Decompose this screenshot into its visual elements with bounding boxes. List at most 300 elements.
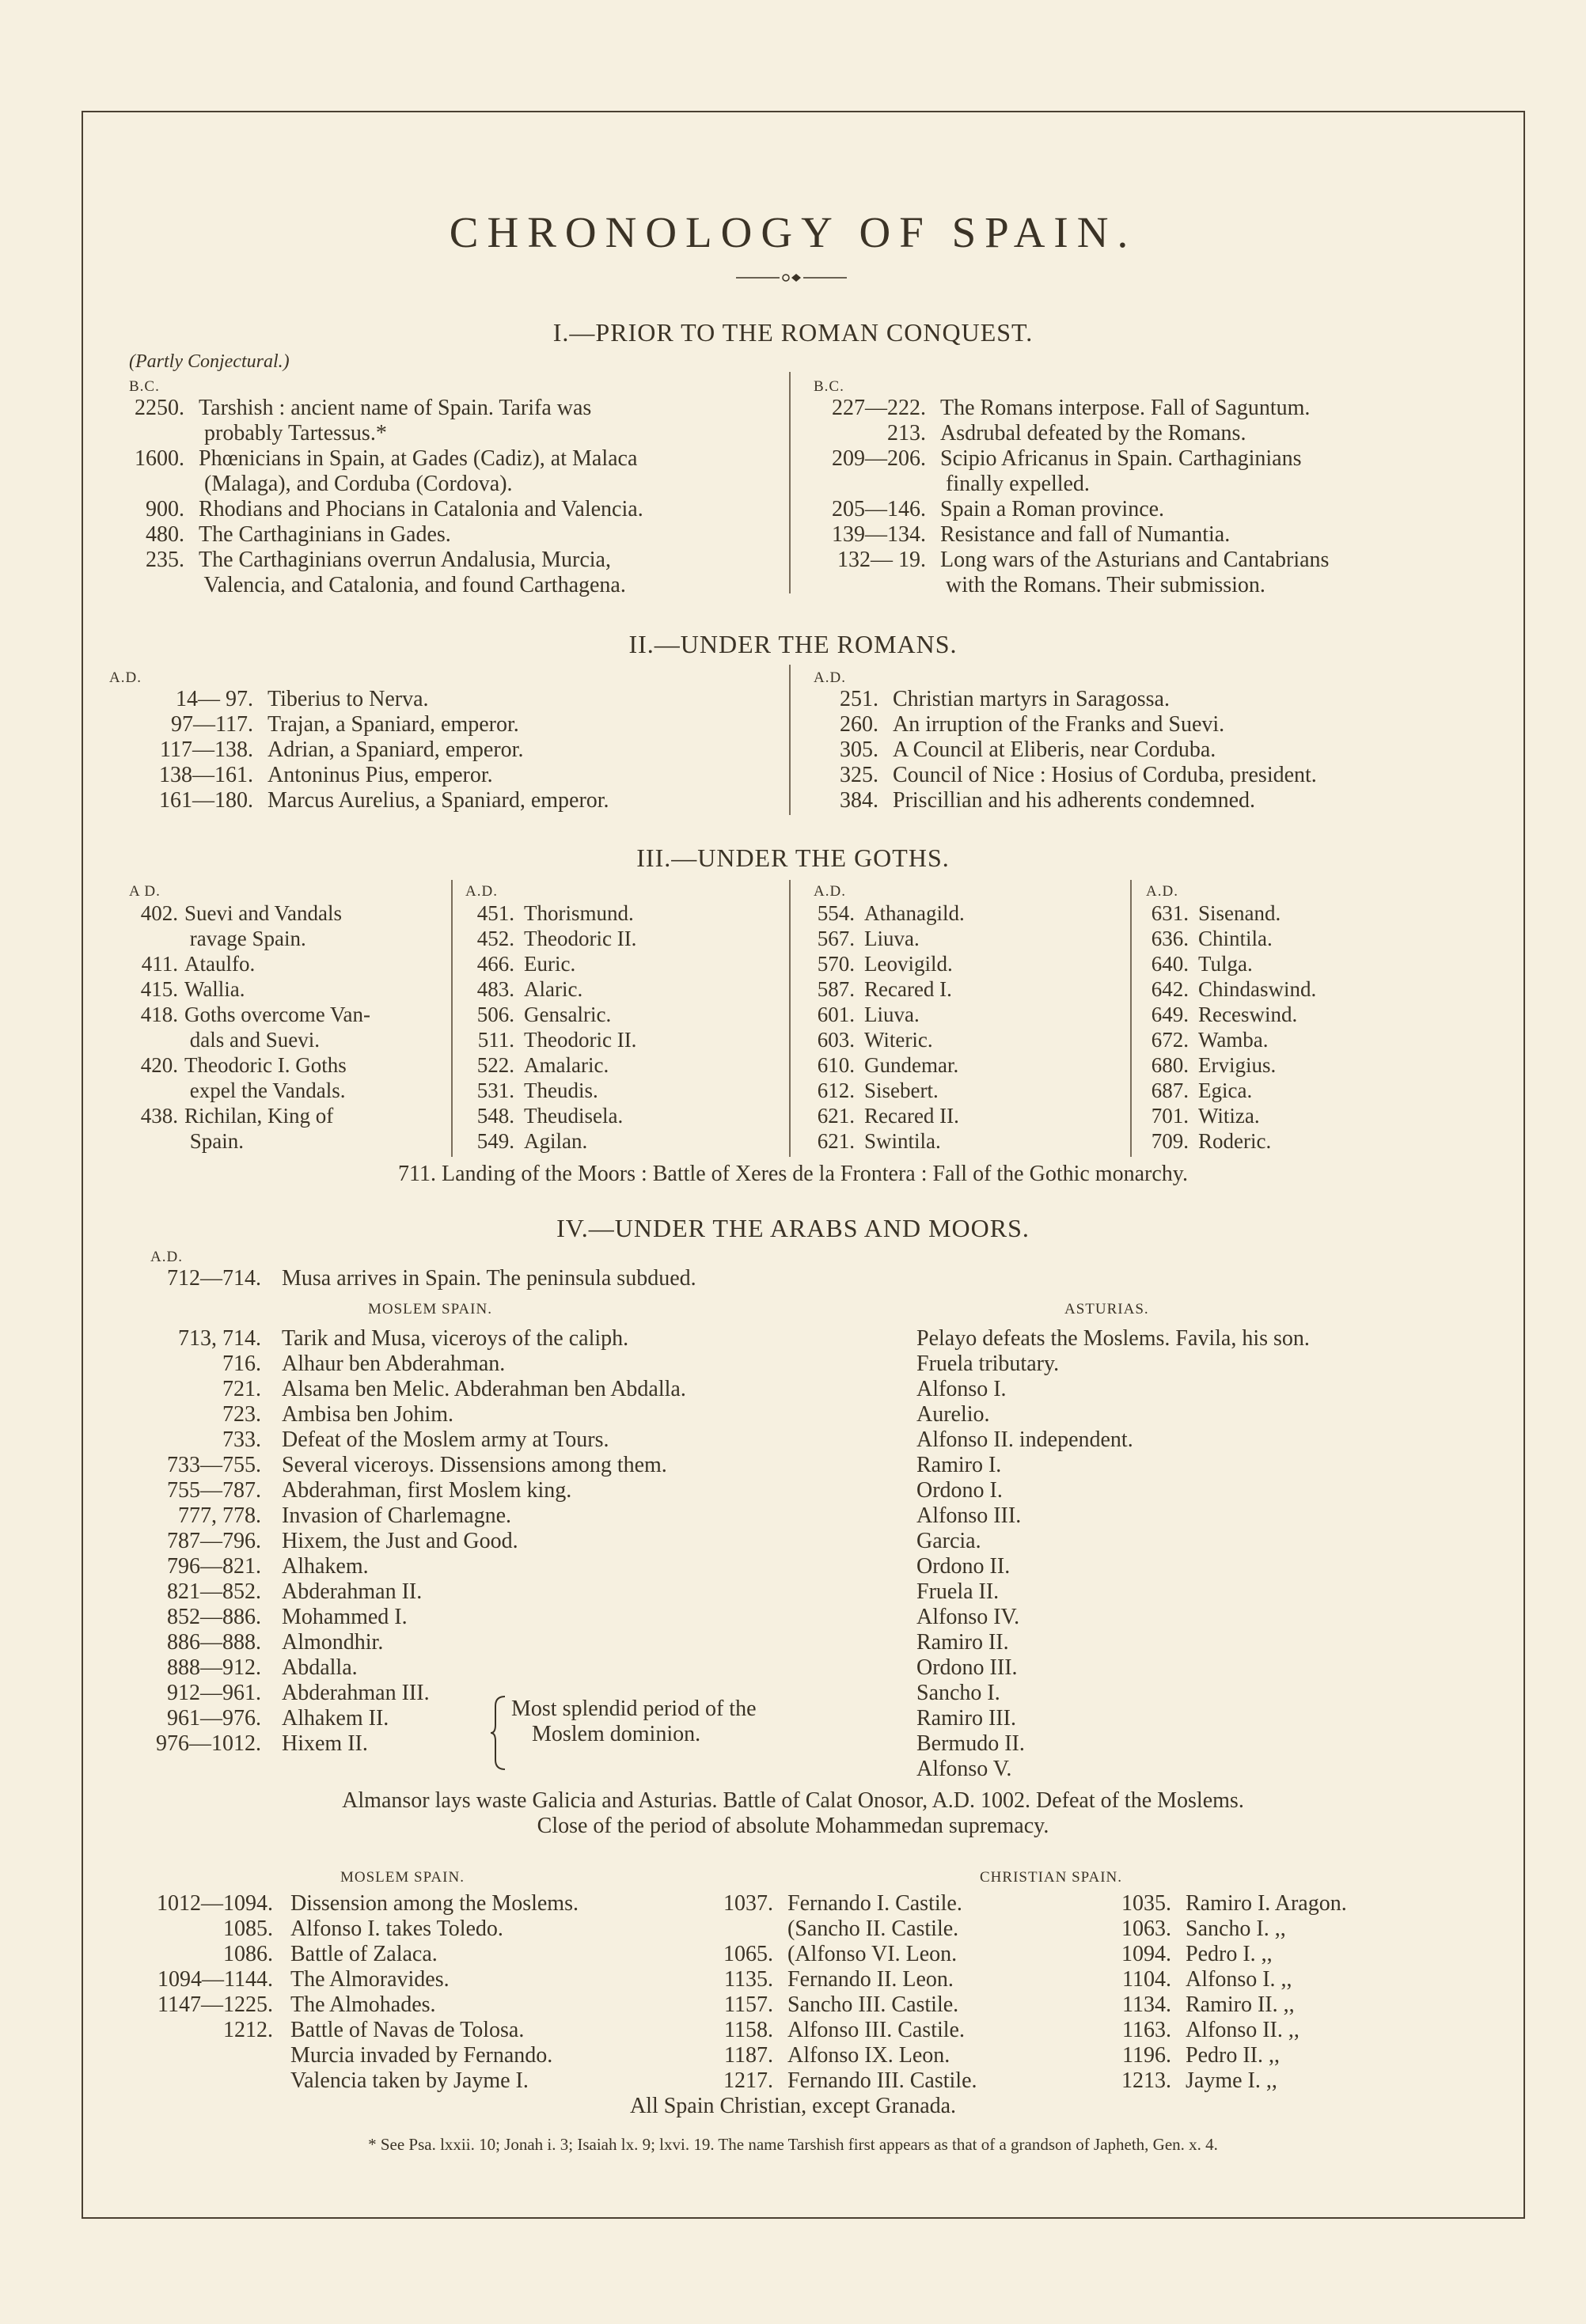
entry-date: 1094—1144. — [157, 1967, 273, 1992]
entry-date: 138—161. — [159, 763, 253, 787]
entry-text: Theudisela. — [524, 1104, 624, 1128]
chronology-entry: Alfonso III. — [916, 1503, 1022, 1528]
entry-text: ravage Spain. — [184, 927, 306, 950]
entry-text: Alfonso III. Castile. — [787, 2018, 965, 2042]
entry-text: Long wars of the Asturians and Cantabrians — [940, 548, 1330, 572]
chronology-entry — [806, 396, 1310, 421]
chronology-entry — [127, 1891, 579, 1916]
entry-date: 1063. — [1121, 1916, 1171, 1941]
entry-date: 466. — [476, 952, 514, 976]
entry-text: Spain a Roman province. — [940, 497, 1165, 521]
chronology-entry — [127, 1967, 450, 1992]
entry-date: 796—821. — [167, 1554, 261, 1579]
chronology-entry — [125, 737, 523, 763]
chronology-entry — [125, 712, 519, 737]
chronology-entry — [806, 472, 1090, 497]
chronology-entry — [806, 548, 1329, 573]
entry-date: 305. — [840, 737, 878, 762]
column-divider — [789, 665, 791, 815]
entry-date: 716. — [222, 1352, 261, 1376]
entry-date: 777, 778. — [178, 1503, 261, 1528]
brace-note-line: Most splendid period of the — [511, 1697, 757, 1721]
column-divider — [1130, 880, 1132, 1157]
entry-text: Trajan, a Spaniard, emperor. — [267, 712, 519, 737]
chronology-entry — [1140, 951, 1253, 976]
entry-date: 132— 19. — [837, 548, 926, 572]
entry-date: 1147—1225. — [157, 1992, 273, 2017]
chronology-entry — [103, 1529, 518, 1554]
entry-date: 511. — [477, 1028, 514, 1052]
chronology-entry: Ramiro II. — [916, 1630, 1009, 1655]
arabs-summary-line: Close of the period of absolute Mohammedan supremacy. — [537, 1814, 1049, 1838]
chronology-entry — [1106, 2043, 1280, 2068]
entry-text: Witeric. — [864, 1028, 933, 1052]
chronology-entry: Alfonso V. — [916, 1757, 1012, 1781]
entry-text: Recared II. — [864, 1104, 959, 1128]
entry-text: Phœnicians in Spain, at Gades (Cadiz), at Malaca — [199, 446, 638, 471]
chronology-entry — [1140, 1078, 1252, 1103]
chronology-entry — [103, 1655, 358, 1681]
chronology-entry — [806, 421, 1246, 446]
entry-text: Liuva. — [864, 1003, 920, 1026]
entry-text: The Carthaginians in Gades. — [199, 522, 451, 547]
entry-date: 415. — [140, 977, 178, 1001]
goths-closing-line: 711. Landing of the Moors : Battle of Xeres de la Frontera : Fall of the Gothic monarchy. — [398, 1162, 1188, 1186]
entry-date: 260. — [840, 712, 878, 737]
entry-date: 531. — [476, 1079, 514, 1102]
entry-date: 251. — [840, 687, 878, 711]
entry-text: Swintila. — [864, 1129, 941, 1153]
entry-text: with the Romans. Their submission. — [940, 573, 1265, 597]
chronology-entry — [708, 1916, 958, 1942]
entry-date: 713, 714. — [178, 1326, 261, 1351]
chronology-entry — [125, 788, 609, 813]
entry-text: Priscillian and his adherents condemned. — [893, 788, 1255, 813]
chronology-entry — [1106, 1942, 1273, 1967]
entry-text: Abderahman, first Moslem king. — [282, 1478, 572, 1503]
chronology-entry: Alfonso I. — [916, 1377, 1007, 1401]
entry-text: Valencia taken by Jayme I. — [290, 2068, 529, 2093]
chronology-entry — [125, 763, 493, 788]
entry-text: Antoninus Pius, emperor. — [267, 763, 493, 787]
chronology-entry — [465, 1078, 598, 1103]
chronology-entry — [129, 497, 643, 522]
chronology-entry: Alfonso IV. — [916, 1605, 1020, 1629]
entry-date: 209—206. — [832, 446, 926, 471]
era-label: A.D. — [814, 669, 846, 686]
entry-date: 402. — [140, 901, 178, 925]
entry-text: Battle of Navas de Tolosa. — [290, 2018, 525, 2042]
chronology-entry — [1140, 976, 1316, 1002]
chronology-entry — [103, 1731, 368, 1757]
chronology-entry — [103, 1554, 369, 1579]
entry-text: Thorismund. — [524, 901, 634, 925]
entry-text: Theodoric II. — [524, 1028, 637, 1052]
chronology-entry — [806, 497, 1164, 522]
entry-text: Gundemar. — [864, 1053, 959, 1077]
chronology-entry — [806, 926, 920, 951]
entry-text: Wallia. — [184, 977, 245, 1001]
entry-text: Euric. — [524, 952, 576, 976]
entry-date: 205—146. — [832, 497, 926, 521]
entry-date: 97—117. — [171, 712, 253, 737]
chronology-entry — [129, 522, 451, 548]
entry-text: Recared I. — [864, 977, 952, 1001]
chronology-entry — [465, 1002, 611, 1027]
entry-text: Alaric. — [524, 977, 583, 1001]
entry-text: (Sancho II. Castile. — [787, 1916, 959, 1941]
entry-date: 384. — [840, 788, 878, 813]
chronology-entry — [708, 2018, 965, 2043]
entry-text: Witiza. — [1198, 1104, 1260, 1128]
entry-text: Marcus Aurelius, a Spaniard, emperor. — [267, 788, 609, 813]
chronology-entry — [129, 1002, 370, 1027]
chronology-entry: Ordono III. — [916, 1655, 1018, 1680]
entry-text: Fernando III. Castile. — [787, 2068, 977, 2093]
chronology-entry — [465, 1103, 623, 1128]
entry-text: Hixem II. — [282, 1731, 368, 1756]
entry-text: The Carthaginians overrun Andalusia, Murcia, — [199, 548, 611, 572]
entry-date: 1158. — [724, 2018, 773, 2042]
entry-text: Christian martyrs in Saragossa. — [893, 687, 1170, 711]
entry-text: Alfonso I. ,, — [1186, 1967, 1292, 1992]
era-label: A.D. — [150, 1249, 183, 1265]
chronology-entry — [806, 1128, 941, 1154]
entry-text: Theudis. — [524, 1079, 598, 1102]
entry-date: 603. — [817, 1028, 855, 1052]
entry-text: finally expelled. — [940, 472, 1090, 496]
section-4-heading: IV.—UNDER THE ARABS AND MOORS. — [556, 1214, 1030, 1242]
entry-date: 506. — [476, 1003, 514, 1026]
entry-date: 821—852. — [167, 1579, 261, 1604]
entry-text: A Council at Eliberis, near Corduba. — [893, 737, 1216, 762]
chronology-entry — [1140, 1027, 1269, 1052]
entry-text: Almondhir. — [282, 1630, 384, 1655]
entry-date: 235. — [146, 548, 184, 572]
entry-text: Council of Nice : Hosius of Corduba, president. — [893, 763, 1317, 787]
entry-date: 631. — [1151, 901, 1189, 925]
entry-date: 755—787. — [167, 1478, 261, 1503]
chronology-entry — [806, 1027, 933, 1052]
chronology-entry — [465, 900, 634, 926]
entry-date: 612. — [817, 1079, 855, 1102]
entry-date: 1037. — [723, 1891, 773, 1916]
entry-text: Wamba. — [1198, 1028, 1269, 1052]
entry-text: Fernando II. Leon. — [787, 1967, 954, 1992]
entry-text: Rhodians and Phocians in Catalonia and Valencia. — [199, 497, 643, 521]
entry-date: 570. — [817, 952, 855, 976]
entry-date: 139—134. — [832, 522, 926, 547]
entry-date: 1187. — [724, 2043, 773, 2068]
entry-date: 411. — [141, 952, 178, 976]
chronology-entry — [103, 1453, 667, 1478]
era-label: A.D. — [109, 669, 142, 686]
entry-date: 672. — [1151, 1028, 1189, 1052]
entry-date: 709. — [1151, 1129, 1189, 1153]
entry-date: 438. — [140, 1104, 178, 1128]
entry-text: Scipio Africanus in Spain. Carthaginians — [940, 446, 1302, 471]
entry-date: 548. — [476, 1104, 514, 1128]
entry-date: 1104. — [1122, 1967, 1171, 1992]
entry-date: 852—886. — [167, 1605, 261, 1629]
entry-date: 610. — [817, 1053, 855, 1077]
conjectural-note: (Partly Conjectural.) — [129, 351, 290, 372]
chronology-entry — [806, 1078, 939, 1103]
chronology-entry — [129, 421, 387, 446]
christian-spain-heading: CHRISTIAN SPAIN. — [980, 1869, 1122, 1886]
chronology-entry: Pelayo defeats the Moslems. Favila, his son. — [916, 1326, 1310, 1351]
chronology-entry: Garcia. — [916, 1529, 981, 1553]
entry-date: 912—961. — [167, 1681, 261, 1705]
entry-date: 161—180. — [159, 788, 253, 813]
chronology-entry — [806, 976, 952, 1002]
entry-text: Resistance and fall of Numantia. — [940, 522, 1231, 547]
entry-date: 621. — [817, 1129, 855, 1153]
chronology-entry — [708, 2068, 977, 2094]
entry-date: 1217. — [723, 2068, 773, 2093]
era-label: A.D. — [814, 883, 846, 900]
entry-text: Ervigius. — [1198, 1053, 1277, 1077]
entry-text: Dissension among the Moslems. — [290, 1891, 579, 1916]
chronology-entry — [125, 687, 429, 712]
entry-date: 733. — [222, 1427, 261, 1452]
entry-text: Alhakem II. — [282, 1706, 389, 1731]
entry-text: The Almoravides. — [290, 1967, 450, 1992]
entry-text: The Romans interpose. Fall of Saguntum. — [940, 396, 1311, 420]
entry-text: Murcia invaded by Fernando. — [290, 2043, 553, 2068]
chronology-entry — [1106, 1891, 1347, 1916]
section-2-heading: II.—UNDER THE ROMANS. — [628, 630, 958, 658]
entry-date: 1012—1094. — [157, 1891, 273, 1916]
entry-date: 480. — [146, 522, 184, 547]
entry-text: Alsama ben Melic. Abderahman ben Abdalla. — [282, 1377, 686, 1401]
arabs-summary-line: Almansor lays waste Galicia and Asturias. Battle of Calat Onosor, A.D. 1002. Defeat of the Moslems. — [342, 1788, 1244, 1813]
chronology-entry: Ramiro III. — [916, 1706, 1016, 1731]
entry-text: Theodoric II. — [524, 927, 637, 950]
page-title: CHRONOLOGY OF SPAIN. — [449, 208, 1137, 256]
chronology-entry: Ramiro I. — [916, 1453, 1002, 1477]
column-divider — [789, 880, 791, 1157]
entry-date: 642. — [1151, 977, 1189, 1001]
entry-text: probably Tartessus.* — [199, 421, 387, 445]
chronology-entry — [806, 763, 1317, 788]
entry-text: Athanagild. — [864, 901, 965, 925]
era-label: A.D. — [465, 883, 498, 900]
chronology-entry — [465, 1027, 636, 1052]
chronology-entry — [129, 976, 245, 1002]
entry-date: 554. — [817, 901, 855, 925]
chronology-entry — [465, 976, 582, 1002]
entry-text: Liuva. — [864, 927, 920, 950]
asturias-heading: ASTURIAS. — [1064, 1301, 1149, 1317]
chronology-entry — [103, 1503, 511, 1529]
entry-text: Tiberius to Nerva. — [267, 687, 429, 711]
chronology-entry — [127, 2043, 552, 2068]
entry-text: Fernando I. Castile. — [787, 1891, 962, 1916]
chronology-entry — [1140, 1002, 1297, 1027]
chronology-entry — [129, 926, 306, 951]
chronology-entry: Aurelio. — [916, 1402, 990, 1427]
chronology-entry — [103, 1605, 408, 1630]
chronology-entry — [127, 2068, 529, 2094]
christian-closing-line: All Spain Christian, except Granada. — [629, 2094, 957, 2118]
entry-text: Alhaur ben Abderahman. — [282, 1352, 506, 1376]
entry-text: Ramiro I. Aragon. — [1186, 1891, 1347, 1916]
chronology-entry — [806, 788, 1255, 813]
entry-date: 701. — [1151, 1104, 1189, 1128]
entry-date: 636. — [1151, 927, 1189, 950]
chronology-entry: Bermudo II. — [916, 1731, 1025, 1756]
entry-text: Several viceroys. Dissensions among them. — [282, 1453, 667, 1477]
entry-date: 1135. — [724, 1967, 773, 1992]
section-1-heading: I.—PRIOR TO THE ROMAN CONQUEST. — [552, 318, 1034, 347]
entry-text: Alhakem. — [282, 1554, 369, 1579]
chronology-entry — [465, 951, 575, 976]
entry-date: 587. — [817, 977, 855, 1001]
entry-text: The Almohades. — [290, 1992, 436, 2017]
chronology-entry: Ordono I. — [916, 1478, 1003, 1503]
chronology-entry — [708, 2043, 950, 2068]
entry-date: 418. — [140, 1003, 178, 1026]
entry-date: 680. — [1151, 1053, 1189, 1077]
entry-text: Theodoric I. Goths — [184, 1053, 347, 1077]
chronology-entry — [708, 1891, 962, 1916]
chronology-entry — [127, 1992, 436, 2018]
chronology-entry — [129, 1103, 333, 1128]
entry-date: 1094. — [1121, 1942, 1171, 1966]
chronology-entry — [129, 1078, 345, 1103]
chronology-entry — [1140, 926, 1273, 951]
chronology-entry — [127, 1942, 438, 1967]
entry-text: Ramiro II. ,, — [1186, 1992, 1295, 2017]
chronology-entry — [1106, 2068, 1277, 2094]
entry-date: 1134. — [1122, 1992, 1171, 2017]
entry-date: 325. — [840, 763, 878, 787]
entry-text: Roderic. — [1198, 1129, 1272, 1153]
entry-text: (Malaga), and Corduba (Cordova). — [199, 472, 513, 496]
entry-text: Abderahman III. — [282, 1681, 430, 1705]
entry-text: Asdrubal defeated by the Romans. — [940, 421, 1246, 445]
entry-text: Suevi and Vandals — [184, 901, 342, 925]
entry-text: Sancho III. Castile. — [787, 1992, 959, 2017]
brace-note-line: Moslem dominion. — [532, 1722, 701, 1746]
chronology-entry — [103, 1630, 383, 1655]
entry-text: Alfonso I. takes Toledo. — [290, 1916, 503, 1941]
chronology-entry — [465, 1052, 609, 1078]
entry-date: 1196. — [1122, 2043, 1171, 2068]
chronology-entry — [103, 1579, 422, 1605]
chronology-entry — [129, 951, 255, 976]
entry-text: Hixem, the Just and Good. — [282, 1529, 518, 1553]
chronology-entry — [1106, 1967, 1292, 1992]
moslem-spain-heading: MOSLEM SPAIN. — [340, 1869, 465, 1886]
entry-text: Adrian, a Spaniard, emperor. — [267, 737, 524, 762]
entry-text: Amalaric. — [524, 1053, 609, 1077]
entry-date: 227—222. — [832, 396, 926, 420]
chronology-entry — [806, 737, 1216, 763]
chronology-entry — [1140, 1052, 1276, 1078]
entry-text: Abdalla. — [282, 1655, 358, 1680]
entry-date: 723. — [222, 1402, 261, 1427]
entry-text: Ataulfo. — [184, 952, 256, 976]
entry-date: 213. — [887, 421, 926, 445]
entry-text: Spain. — [184, 1129, 245, 1153]
chronology-entry — [806, 1002, 920, 1027]
brace-icon — [489, 1695, 508, 1771]
entry-date: 522. — [476, 1053, 514, 1077]
chronology-entry — [806, 951, 953, 976]
chronology-entry — [1140, 1103, 1260, 1128]
entry-text: dals and Suevi. — [184, 1028, 320, 1052]
chronology-entry — [465, 926, 636, 951]
entry-date: 1600. — [135, 446, 184, 471]
chronology-entry — [806, 573, 1265, 598]
chronology-entry — [806, 1052, 958, 1078]
chronology-entry — [806, 900, 965, 926]
entry-date: 787—796. — [167, 1529, 261, 1553]
chronology-entry: Sancho I. — [916, 1681, 1000, 1705]
entry-date: 1157. — [724, 1992, 773, 2017]
chronology-entry — [129, 1128, 244, 1154]
entry-date: 1086. — [223, 1942, 273, 1966]
chronology-entry — [129, 1052, 347, 1078]
entry-date: 117—138. — [160, 737, 253, 762]
entry-date: 1085. — [223, 1916, 273, 1941]
entry-text: Receswind. — [1198, 1003, 1298, 1026]
entry-date: 1163. — [1122, 2018, 1171, 2042]
entry-text: Tarshish : ancient name of Spain. Tarifa was — [199, 396, 592, 420]
entry-text: Tulga. — [1198, 952, 1253, 976]
section-3-heading: III.—UNDER THE GOTHS. — [636, 844, 950, 872]
entry-date: 961—976. — [167, 1706, 261, 1731]
entry-text: Agilan. — [524, 1129, 588, 1153]
column-divider — [789, 372, 791, 593]
entry-text: Sisenand. — [1198, 901, 1281, 925]
entry-text: Leovigild. — [864, 952, 953, 976]
entry-text: Sisebert. — [864, 1079, 939, 1102]
chronology-entry — [806, 1103, 959, 1128]
chronology-entry — [103, 1681, 430, 1706]
entry-text: Musa arrives in Spain. The peninsula subdued. — [282, 1266, 696, 1291]
entry-date: 1035. — [1121, 1891, 1171, 1916]
entry-text: Invasion of Charlemagne. — [282, 1503, 512, 1528]
chronology-entry — [806, 712, 1224, 737]
entry-date: 1212. — [223, 2018, 273, 2042]
chronology-entry — [103, 1326, 628, 1352]
entry-date: 2250. — [135, 396, 184, 420]
entry-text: Goths overcome Van- — [184, 1003, 370, 1026]
chronology-entry: Alfonso II. independent. — [916, 1427, 1133, 1452]
entry-date: 733—755. — [167, 1453, 261, 1477]
era-label: A D. — [129, 883, 161, 900]
entry-date: 452. — [476, 927, 514, 950]
chronology-entry — [127, 2018, 524, 2043]
entry-date: 888—912. — [167, 1655, 261, 1680]
entry-text: Pedro II. ,, — [1186, 2043, 1280, 2068]
entry-date: 567. — [817, 927, 855, 950]
moslem-spain-heading: MOSLEM SPAIN. — [368, 1301, 492, 1317]
entry-date: 1213. — [1121, 2068, 1171, 2093]
chronology-entry — [1140, 900, 1281, 926]
entry-text: Jayme I. ,, — [1186, 2068, 1277, 2093]
chronology-entry — [129, 900, 342, 926]
entry-text: expel the Vandals. — [184, 1079, 346, 1102]
entry-date: 886—888. — [167, 1630, 261, 1655]
chronology-entry — [127, 1916, 503, 1942]
chronology-entry — [708, 1942, 957, 1967]
entry-date: 976—1012. — [156, 1731, 261, 1756]
chronology-entry — [1140, 1128, 1271, 1154]
